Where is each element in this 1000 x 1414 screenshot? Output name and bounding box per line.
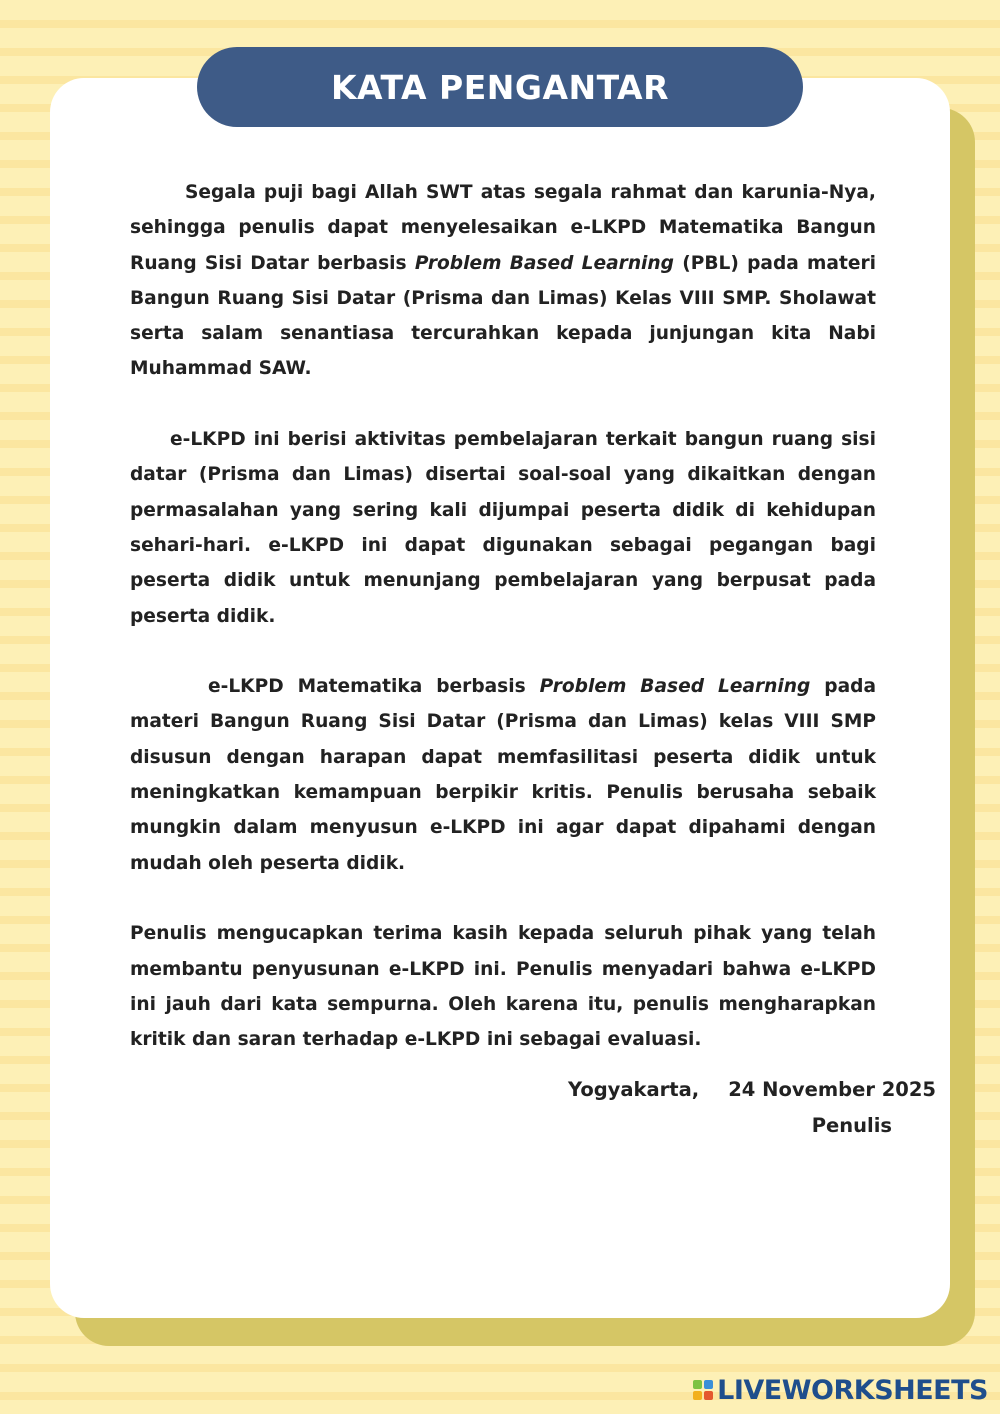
paragraph-text: e-LKPD ini berisi aktivitas pembelajaran terkait bangun ruang sisi datar (Prisma dan Limas) disertai soal-soal yang dikaitkan dengan permasalahan yang sering kali dijumpai peserta didik di kehidupan sehari-hari. e-LKPD ini dapat digunakan sebagai pegangan bagi peserta didik untuk menunjang pembelajaran yang berpusat pada peserta didik. [130, 429, 876, 627]
logo-square [693, 1391, 702, 1400]
paragraph-1 [130, 175, 876, 387]
page-title: KATA PENGANTAR [330, 67, 669, 107]
paragraph-text: Segala puji bagi Allah SWT atas segala rahmat dan karunia-Nya, sehingga penulis dapat menyelesaikan e-LKPD Matematika Bangun Ruang Sisi Datar berbasis [130, 182, 876, 274]
preface-body [130, 175, 876, 1093]
paragraph-2 [130, 422, 876, 634]
liveworksheets-logo [693, 1372, 988, 1408]
signature-date: 24 November 2025 [728, 1078, 936, 1101]
signature-city: Yogyakarta, [568, 1078, 700, 1101]
signature-author: Penulis [811, 1114, 892, 1137]
title-banner [197, 47, 803, 127]
signature-block [560, 1072, 936, 1144]
liveworksheets-logo-text: LIVEWORKSHEETS [717, 1374, 988, 1406]
paragraph-text: Penulis mengucapkan terima kasih kepada seluruh pihak yang telah membantu penyusunan e-LKPD ini. Penulis menyadari bahwa e-LKPD ini jauh dari kata sempurna. Oleh karena itu, penulis mengharapkan kritik dan saran terhadap e-LKPD ini sebagai evaluasi. [130, 923, 876, 1051]
logo-square [704, 1391, 713, 1400]
logo-square [704, 1380, 713, 1389]
paragraph-text: (PBL) pada materi Bangun Ruang Sisi Datar (Prisma dan Limas) Kelas VIII SMP. Sholawat serta salam senantiasa tercurahkan kepada junjungan kita Nabi Muhammad SAW. [130, 252, 876, 380]
paragraph-3 [130, 669, 876, 881]
logo-square [693, 1380, 702, 1389]
liveworksheets-logo-icon [693, 1380, 713, 1400]
italic-term: Problem Based Learning [539, 676, 811, 698]
italic-term: Problem Based Learning [414, 252, 674, 274]
paragraph-4 [130, 916, 876, 1057]
paragraph-text: e-LKPD Matematika berbasis [208, 676, 540, 698]
paragraph-text: pada materi Bangun Ruang Sisi Datar (Prisma dan Limas) kelas VIII SMP disusun dengan harapan dapat memfasilitasi peserta didik untuk meningkatkan kemampuan berpikir kritis. Penulis berusaha sebaik mungkin dalam menyusun e-LKPD ini agar dapat dipahami dengan mudah oleh peserta didik. [130, 676, 877, 874]
